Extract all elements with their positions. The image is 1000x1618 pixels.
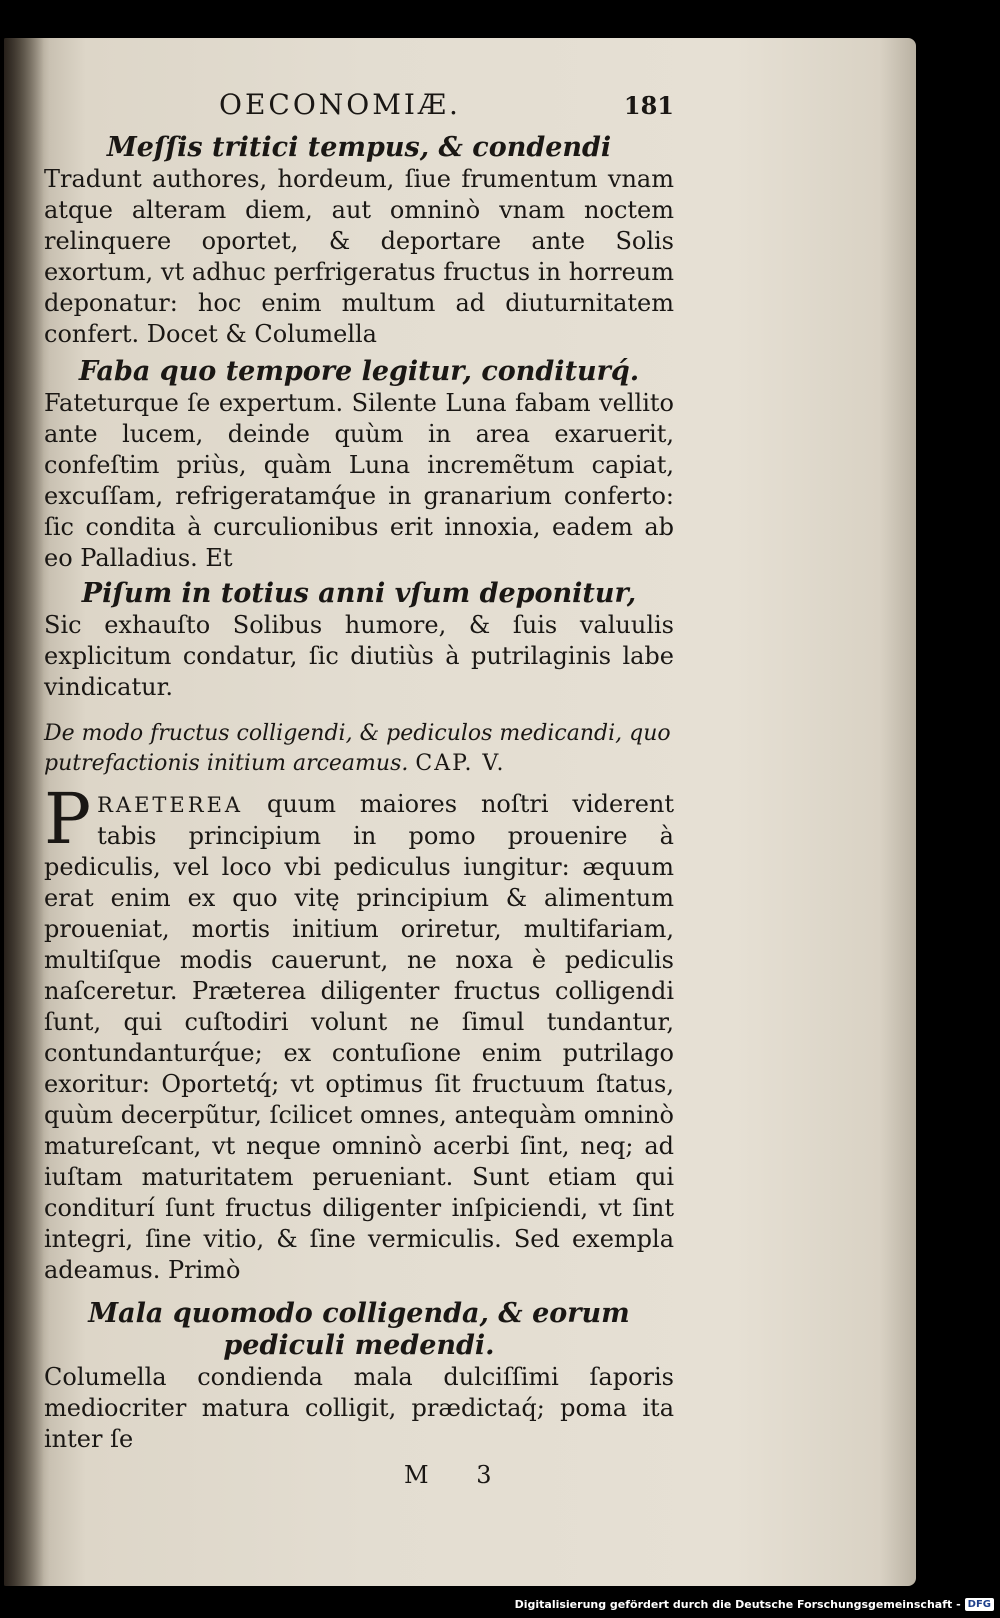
funding-note: Digitalisierung gefördert durch die Deutsche Forschungsgemeinschaft - xyxy=(514,1597,961,1611)
section-heading: Mala quomodo colligenda, & eorum pediculi medendi. xyxy=(88,1298,630,1361)
dfg-logo: DFG xyxy=(965,1598,994,1611)
paragraph: Sic exhauſto Solibus humore, & ſuis valuulis explicitum condatur, ſic diutiùs à putrilaginis labe vindicatur. xyxy=(44,611,674,701)
page-text-block xyxy=(44,88,674,1489)
digitization-footer xyxy=(515,1594,994,1614)
paragraph-text: quum maiores noſtri viderent tabis principium in pomo prouenire à pediculis, vel loco vbi pediculus iungitur: æquum erat enim ex quo vitę principium & alimentum proueniat, mortis initium oriretur, multifariam, multiſque modis cauerunt, ne noxa è pediculis naſceretur. Præterea diligenter fructus colligendi ſunt, qui cuſtodiri volunt ne ſimul tundantur, contundanturq́ue; ex contuſione enim putrilago exoritur: Oportetq́; vt optimus ſit fructuum ſtatus, quùm decerpũtur, ſcilicet omnes, antequàm omninò matureſcant, vt neque omninò acerbi ſint, neq; ad iuſtam maturitatem perueniant. Sunt etiam qui conditurí ſunt fructus diligenter inſpiciendi, vt ſint integri, ſine vitio, & ſine vermiculis. Sed exempla adeamus. Primò xyxy=(44,790,674,1284)
running-title: OECONOMIÆ. xyxy=(219,88,461,121)
section-heading: Faba quo tempore legitur, conditurq́. xyxy=(78,356,640,387)
chapter-title-text: De modo fructus colligendi, & pediculos medicandi, quo putrefactionis initium arceamus. xyxy=(44,721,671,776)
chapter-number: CAP. V. xyxy=(415,751,506,776)
paragraph: Fateturque ſe expertum. Silente Luna fabam vellito ante lucem, deinde quùm in area exaruerit, confeſtim priùs, quàm Luna incremẽtum capiat, excuſſam, refrigeratamq́ue in granarium conferto: ſic condita à curculionibus erit innoxia, eadem ab eo Palladius. Et xyxy=(44,389,674,572)
book-page xyxy=(4,38,916,1586)
chapter-title xyxy=(44,719,674,779)
section-heading: Meſſis tritici tempus, & condendi xyxy=(106,132,612,163)
folio-number: 181 xyxy=(623,91,674,120)
paragraph-with-initial xyxy=(44,778,674,1286)
spine-shadow xyxy=(4,38,44,1586)
small-caps-lead: RAETEREA xyxy=(97,793,244,817)
drop-cap-initial: P xyxy=(44,778,92,860)
paragraph: Tradunt authores, hordeum, ſiue frumentum vnam atque alteram diem, aut omninò vnam noctem relinquere oportet, & deportare ante Solis exortum, vt adhuc perfrigeratus fructus in horreum deponatur: hoc enim multum ad diuturnitatem confert. Docet & Columella xyxy=(44,165,674,348)
signature-mark: M 3 xyxy=(404,1461,512,1489)
paragraph: Columella condienda mala dulciſſimi ſaporis mediocriter matura colligit, prædictaq́; poma ita inter ſe xyxy=(44,1363,674,1453)
running-head xyxy=(44,88,674,132)
section-heading: Piſum in totius anni vſum deponitur, xyxy=(81,578,637,609)
